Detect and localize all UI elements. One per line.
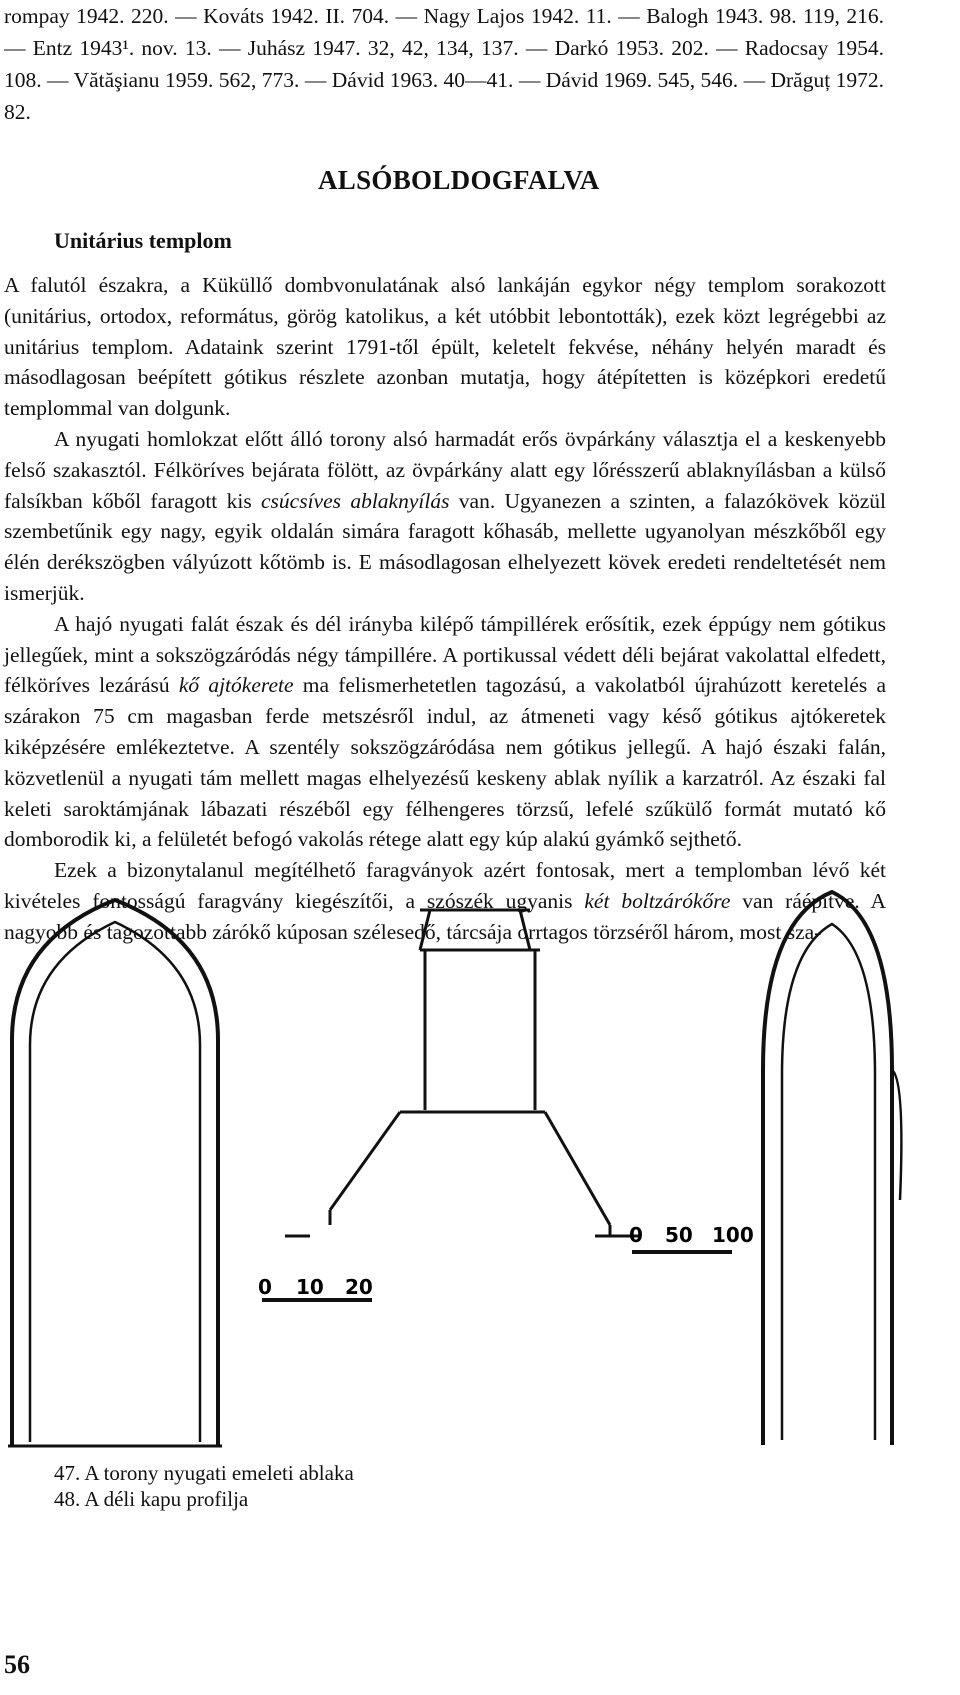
scale-bar-left — [258, 1275, 373, 1302]
paragraph-4-text-b: van ráépítve. A nagyobb és tagozottabb zárókő kúposan szélesedő, tárcsája orrtagos törzséről három, most sza- — [4, 888, 886, 944]
figures-area — [0, 880, 960, 1460]
paragraph-4-italic: két boltzárókőre — [584, 888, 731, 913]
door-profile-drawing — [763, 892, 901, 1445]
architectural-drawings — [0, 880, 960, 1460]
figure-captions — [54, 1460, 354, 1512]
paragraph-1 — [4, 270, 886, 424]
paragraph-3-text-b: ma felismerhetetlen tagozású, a vakolatból újrahúzott keretelés a szárakon 75 cm magasban ferde metszésről indul, az átmeneti vagy késő gótikus ajtókeretek kiképzésére emlékeztetve. A szentély sokszögzáródása nem gótikus jellegű. A hajó északi falán, közvetlenül a nyugati tám mellett magas elhelyezésű keskeny ablak nyílik a karzatról. Az északi fal keleti saroktámjának lábazati részéből egy félhengeres törzsű, lefelé szűkülő formát mutató kő domborodik ki, a felületét befogó vakolás rétege alatt egy kúp alakú gyámkő sejthető. — [4, 673, 886, 852]
section-title: ALSÓBOLDOGFALVA — [318, 165, 600, 195]
subsection-title: Unitárius templom — [54, 228, 232, 253]
references-paragraph: rompay 1942. 220. — Kováts 1942. II. 704. — Nagy Lajos 1942. 11. — Balogh 1943. 98. 119, 216. — Entz 1943¹. nov. 13. — Juhász 1947. 32, 42, 134, 137. — Darkó 1953. 202. — Radocsay 1954. 108. — Vătăşianu 1959. 562, 773. — Dávid 1963. 40—41. — Dávid 1969. 545, 546. — Drăguț 1972. 82. — [4, 4, 884, 124]
paragraph-2 — [4, 424, 886, 609]
body-text — [4, 270, 886, 948]
paragraph-1-text: A falutól északra, a Küküllő dombvonulatának alsó lankáján egykor négy templom sorakozott (unitárius, ortodox, református, görög katolikus, a két utóbbit lebontották), ezek közt legrégebbi az unitárius templom. Adataink szerint 1791-től épült, keletelt fekvése, néhány helyén maradt és másodlagosan beépített gótikus részlete azonban mutatja, hogy átépítetten is középkori eredetű templommal van dolgunk. — [4, 273, 886, 421]
scale-left-tick-10: 10 — [296, 1275, 324, 1299]
paragraph-3 — [4, 609, 886, 855]
scale-right-tick-50: 50 — [665, 1223, 693, 1247]
window-section-drawing — [285, 910, 640, 1236]
paragraph-2-text-b: van. Ugyanezen a szinten, a falazókövek közül szembetűnik egy nagy, egyik oldalán simára faragott kőhasáb, mellette ugyanolyan mészkőből egy élén derékszögben vályúzott kőtömb is. E másodlagosan elhelyezett kövek eredeti rendeltetését nem ismerjük. — [4, 488, 887, 605]
paragraph-2-text-a: A nyugati homlokzat előtt álló torony alsó harmadát erős övpárkány választja el a keskenyebb felső szakasztól. Félköríves bejárata fölött, az övpárkány alatt egy lőrésszerű ablaknyílásban a külső falsíkban kőből faragott kis — [4, 426, 886, 513]
paragraph-3-italic: kő ajtókerete — [178, 673, 294, 698]
paragraph-2-italic: csúcsíves ablaknyílás — [261, 488, 450, 513]
caption-47: 47. A torony nyugati emeleti ablaka — [54, 1461, 354, 1485]
scale-bar-right-line — [632, 1250, 732, 1254]
scale-right-tick-0: 0 — [629, 1223, 643, 1247]
scale-bar-right — [629, 1223, 754, 1254]
scale-left-tick-0: 0 — [258, 1275, 272, 1299]
caption-48: 48. A déli kapu profilja — [54, 1487, 249, 1511]
pointed-arch-window-drawing — [8, 900, 222, 1446]
page-number: 56 — [4, 1650, 30, 1679]
scale-right-tick-100: 100 — [712, 1223, 754, 1247]
paragraph-3-text-a: A hajó nyugati falát észak és dél irányba kilépő támpillérek erősítik, ezek éppúgy nem gótikus jellegűek, mint a sokszögzáródás négy támpillére. A portikussal védett déli bejárat vakolattal elfedett, félköríves lezárású — [4, 611, 886, 698]
scale-left-tick-20: 20 — [345, 1275, 373, 1299]
paragraph-4-text-a: Ezek a bizonytalanul megítélhető faragványok azért fontosak, mert a templomban lévő két kivételes fontosságú faragvány kiegészítői, a szószék ugyanis — [4, 858, 886, 913]
